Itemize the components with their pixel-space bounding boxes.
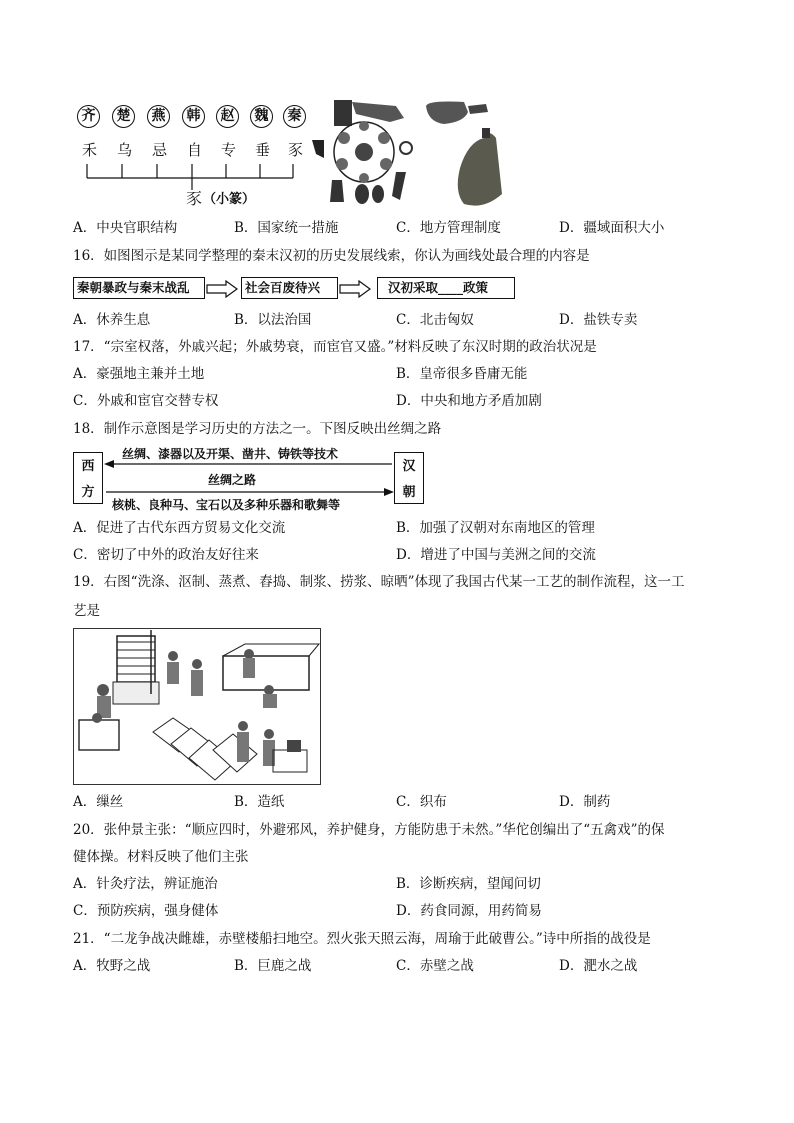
q17-option-c[interactable]: C．外戚和宦官交替专权 <box>73 393 219 409</box>
seal-glyph: 垂 <box>255 141 271 159</box>
q16-option-c[interactable]: C．北击匈奴 <box>396 312 474 328</box>
q16-option-b[interactable]: B．以法治国 <box>234 312 312 328</box>
q20-option-d[interactable]: D．药食同源，用药简易 <box>396 903 542 919</box>
flow-arrow-1 <box>206 280 238 298</box>
q15-option-b[interactable]: B．国家统一措施 <box>234 220 339 236</box>
silk-road-bottom-text: 核桃、良种马、宝石以及多种乐器和歌舞等 <box>112 498 341 512</box>
state-han: 韩 <box>182 105 205 128</box>
q16-option-a[interactable]: A．休养生息 <box>73 312 151 328</box>
q21-option-b[interactable]: B．巨鹿之战 <box>234 958 312 974</box>
q15-option-d[interactable]: D．疆域面积大小 <box>559 220 665 236</box>
q20-option-a[interactable]: A．针灸疗法，辨证施治 <box>73 876 218 892</box>
state-zhao: 赵 <box>216 105 239 128</box>
q18-option-a[interactable]: A．促进了古代东西方贸易文化交流 <box>73 520 286 536</box>
q17-option-b[interactable]: B．皇帝很多昏庸无能 <box>396 366 528 382</box>
state-wei: 魏 <box>250 105 273 128</box>
xiaozhuan-glyph: 豕 <box>186 189 203 208</box>
q19-stem-line1: 19．右图“洗涤、沤制、蒸煮、舂捣、制浆、捞浆、晾晒”体现了我国古代某一工艺的制作流程，这一工 <box>73 574 685 590</box>
q17-stem: 17．“宗室权落，外戚兴起；外戚势衰，而宦官又盛。”材料反映了东汉时期的政治状况是 <box>73 339 597 355</box>
q21-option-d[interactable]: D．淝水之战 <box>559 958 638 974</box>
state-qin: 秦 <box>283 105 306 128</box>
state-yan: 燕 <box>147 105 170 128</box>
q21-option-a[interactable]: A．牧野之战 <box>73 958 151 974</box>
seal-glyph: 忌 <box>152 141 168 159</box>
seal-glyph: 豕 <box>288 141 304 159</box>
flow-arrow-2 <box>339 280 371 298</box>
q19-option-b[interactable]: B．造纸 <box>234 794 285 810</box>
q19-option-a[interactable]: A．缫丝 <box>73 794 124 810</box>
q18-option-d[interactable]: D．增进了中国与美洲之间的交流 <box>396 547 596 563</box>
seal-glyph: 专 <box>221 141 237 159</box>
seal-glyph: 自 <box>187 141 203 159</box>
west-char-2: 方 <box>81 485 95 500</box>
xiaozhuan-label: （小篆） <box>203 192 256 207</box>
q19-stem-line2: 艺是 <box>73 603 100 619</box>
ancient-coins-image <box>312 96 416 204</box>
state-chu: 楚 <box>112 105 135 128</box>
q15-option-a[interactable]: A．中央官职结构 <box>73 220 178 236</box>
papermaking-illustration <box>73 628 321 785</box>
flow-box-1: 秦朝暴政与秦末战乱 <box>73 277 205 299</box>
west-char-1: 西 <box>81 459 95 474</box>
q21-option-c[interactable]: C．赤壁之战 <box>396 958 474 974</box>
han-char-1: 汉 <box>402 459 416 474</box>
diagram-west-box <box>73 452 103 504</box>
q20-stem-line1: 20．张仲景主张：“顺应四时，外避邪风，养护健身，方能防患于未然。”华佗创编出了“五禽戏”的保 <box>73 822 665 838</box>
q20-stem-line2: 健体操。材料反映了他们主张 <box>73 849 249 865</box>
state-qi: 齐 <box>77 105 100 128</box>
q17-option-d[interactable]: D．中央和地方矛盾加剧 <box>396 393 542 409</box>
q18-option-b[interactable]: B．加强了汉朝对东南地区的管理 <box>396 520 595 536</box>
q19-option-c[interactable]: C．织布 <box>396 794 447 810</box>
q18-option-c[interactable]: C．密切了中外的政治友好往来 <box>73 547 259 563</box>
q15-option-c[interactable]: C．地方管理制度 <box>396 220 501 236</box>
silk-road-top-text: 丝绸、漆器以及开渠、凿井、铸铁等技术 <box>122 447 339 461</box>
q18-stem: 18．制作示意图是学习历史的方法之一。下图反映出丝绸之路 <box>73 421 442 437</box>
q16-stem: 16．如图图示是某同学整理的秦末汉初的历史发展线索，你认为画线处最合理的内容是 <box>73 248 590 264</box>
diagram-han-box <box>394 452 424 504</box>
q16-option-d[interactable]: D．盐铁专卖 <box>559 312 638 328</box>
q19-option-d[interactable]: D．制药 <box>559 794 611 810</box>
flow-box-2: 社会百废待兴 <box>241 277 338 299</box>
seal-glyph: 乌 <box>117 141 133 159</box>
silk-road-middle-text: 丝绸之路 <box>208 473 257 487</box>
q17-option-a[interactable]: A．豪强地主兼并土地 <box>73 366 205 382</box>
seal-glyph: 禾 <box>82 141 98 159</box>
q20-option-b[interactable]: B．诊断疾病，望闻问切 <box>396 876 541 892</box>
q21-stem: 21．“二龙争战决雌雄，赤壁楼船扫地空。烈火张天照云海，周瑜于此破曹公。”诗中所指的战役是 <box>73 931 651 947</box>
han-char-2: 朝 <box>402 485 416 500</box>
measuring-vessels-image <box>424 98 504 210</box>
q20-option-c[interactable]: C．预防疾病，强身健体 <box>73 903 219 919</box>
flow-box-3: 汉初采取____政策 <box>377 277 515 299</box>
